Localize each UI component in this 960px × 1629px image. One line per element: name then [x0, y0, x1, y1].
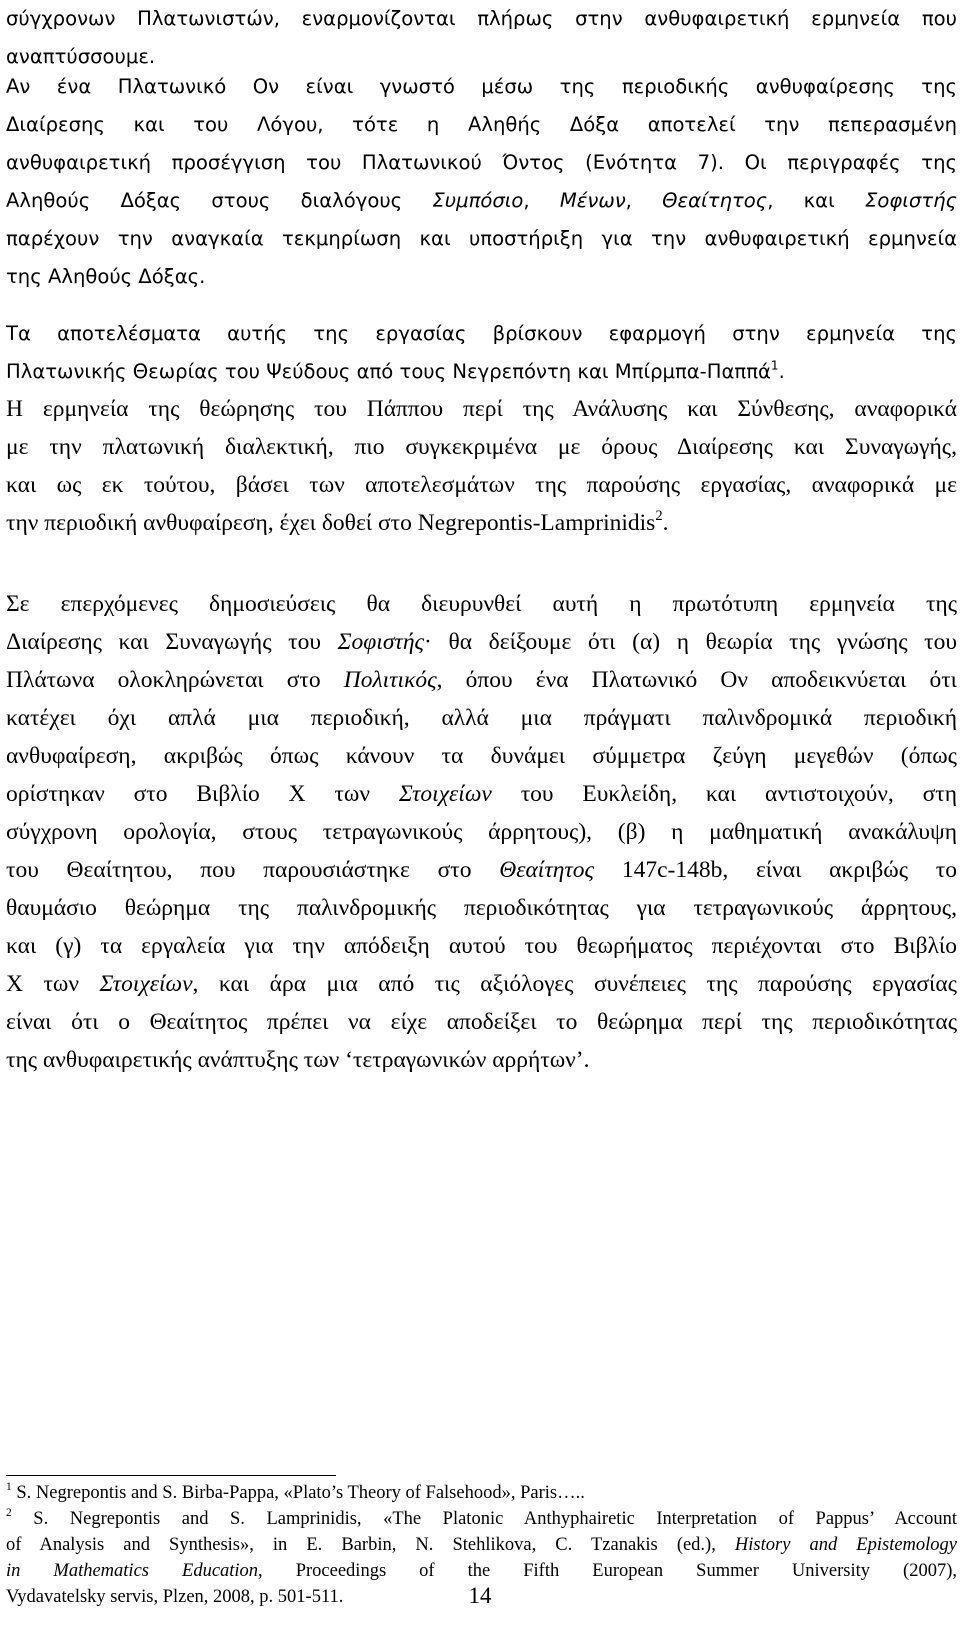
- dialogue-title: Συμπόσιο: [432, 189, 524, 212]
- text-line: αναπτύσσουμε.: [6, 45, 156, 68]
- text-line: κατέχει όχι απλά μια περιοδική, αλλά μια πράγματι παλινδρομικά περιοδική: [6, 705, 957, 731]
- text-line: Σε επερχόμενες δημοσιεύσεις θα διευρυνθεί αυτή η πρωτότυπη ερμηνεία της: [6, 591, 957, 617]
- dialogue-title: Μένων: [559, 189, 626, 212]
- footnote-separator: [6, 1475, 336, 1476]
- text-run: Πλάτωνα ολοκληρώνεται στο: [6, 667, 344, 693]
- text-line: παρέχουν την αναγκαία τεκμηρίωση και υποστήριξη για την ανθυφαιρετική ερμηνεία: [6, 227, 957, 250]
- text-run: , και: [767, 189, 865, 212]
- book-title: in Mathematics Education,: [6, 1561, 263, 1581]
- paragraph-5: [6, 585, 957, 1079]
- dialogue-title: Πολιτικός: [343, 667, 437, 693]
- text-line: ανθυφαιρετική προσέγγιση του Πλατωνικού Όντος (Ενότητα 7). Οι περιγραφές της: [6, 151, 957, 174]
- text-run: , και άρα μια από τις αξιόλογες συνέπειες της παρούσης εργασίας: [192, 971, 957, 997]
- text-line: θαυμάσιο θεώρημα της παλινδρομικής περιοδικότητας για τετραγωνικούς άρρητους,: [6, 895, 957, 921]
- text-line: σύγχρονη ορολογία, στους τετραγωνικούς άρρητους), (β) η μαθηματική ανακάλυψη: [6, 819, 957, 845]
- text-run: .: [662, 510, 669, 536]
- text-line: ανθυφαίρεση, ακριβώς όπως κάνουν τα δυνάμει σύμμετρα ζεύγη μεγεθών (όπως: [6, 743, 957, 769]
- paragraph-3: [6, 315, 957, 391]
- book-title: History and Epistemology: [734, 1535, 958, 1555]
- footnote-2-line: [6, 1506, 957, 1532]
- text-run: την περιοδική ανθυφαίρεση, έχει δοθεί στο Negrepontis-Lamprinidis: [6, 510, 656, 536]
- text-line: [6, 851, 957, 889]
- paragraph-1: [6, 0, 957, 76]
- text-run: του Θεαίτητου, που παρουσιάστηκε στο: [6, 857, 500, 883]
- text-run: ,: [625, 189, 663, 212]
- text-line: Διαίρεσης και του Λόγου, τότε η Αληθής Δόξα αποτελεί την πεπερασμένη: [6, 113, 957, 136]
- footnote-ref: 2: [655, 507, 663, 524]
- text-line: Τα αποτελέσματα αυτής της εργασίας βρίσκουν εφαρμογή στην ερμηνεία της: [6, 322, 957, 345]
- text-line: της Αληθούς Δόξας.: [6, 265, 206, 288]
- footnote-text: of Analysis and Synthesis», in E. Barbin, N. Stehlikova, C. Tzanakis (ed.),: [6, 1535, 735, 1555]
- dialogue-title: Θεαίτητος: [662, 189, 768, 212]
- text-run: 147c-148b, είναι ακριβώς το: [594, 857, 957, 883]
- footnote-mark: 2: [6, 1506, 12, 1519]
- footnote-ref: 1: [770, 358, 779, 373]
- text-run: του Ευκλείδη, και αντιστοιχούν, στη: [491, 781, 957, 807]
- footnote-text: S. Negrepontis and S. Birba-Pappa, «Plato’s Theory of Falsehood», Paris…..: [11, 1483, 585, 1503]
- footnote-2-line: [6, 1558, 957, 1584]
- text-run: Χ των: [6, 971, 100, 997]
- footnote-1: [6, 1480, 957, 1506]
- text-line: και (γ) τα εργαλεία για την απόδειξη αυτού του θεωρήματος περιέχονται στο Βιβλίο: [6, 933, 957, 959]
- text-line: με την πλατωνική διαλεκτική, πιο συγκεκριμένα με όρους Διαίρεσης και Συναγωγής,: [6, 434, 957, 460]
- text-line: [6, 182, 957, 220]
- text-line: [6, 775, 957, 813]
- dialogue-title: Σοφιστής: [864, 189, 957, 212]
- text-line: της ανθυφαιρετικής ανάπτυξης των ‘τετραγωνικών αρρήτων’.: [6, 1047, 590, 1073]
- text-run: Πλατωνικής Θεωρίας του Ψεύδους από τους Νεγρεπόντη και Μπίρμπα-Παππά: [6, 360, 771, 383]
- text-line: σύγχρονων Πλατωνιστών, εναρμονίζονται πλήρως στην ανθυφαιρετική ερμηνεία που: [6, 7, 957, 30]
- text-line: είναι ότι ο Θεαίτητος πρέπει να είχε αποδείξει το θεώρημα περί της περιοδικότητας: [6, 1009, 957, 1035]
- footnote-2-line: [6, 1532, 957, 1558]
- text-line: [6, 504, 957, 542]
- text-run: · θα δείξουμε ότι (α) η θεωρία της γνώσης του: [424, 629, 958, 655]
- footnote-text: Proceedings of the Fifth European Summer University (2007),: [262, 1561, 957, 1581]
- book-title: Στοιχείων: [99, 971, 193, 997]
- text-line: [6, 661, 957, 699]
- page-number: 14: [468, 1583, 492, 1608]
- book-title: Στοιχείων: [398, 781, 492, 807]
- text-run: .: [778, 360, 785, 383]
- text-run: ,: [523, 189, 560, 212]
- text-run: Διαίρεσης και Συναγωγής του: [6, 629, 338, 655]
- text-line: και ως εκ τούτου, βάσει των αποτελεσμάτων της παρούσης εργασίας, αναφορικά με: [6, 472, 957, 498]
- text-run: , όπου ένα Πλατωνικό Ον αποδεικνύεται ότι: [436, 667, 957, 693]
- text-line: Αν ένα Πλατωνικό Ον είναι γνωστό μέσω της περιοδικής ανθυφαίρεσης της: [6, 75, 957, 98]
- text-run: ορίστηκαν στο Βιβλίο Χ των: [6, 781, 399, 807]
- text-line: Η ερμηνεία της θεώρησης του Πάππου περί της Ανάλυσης και Σύνθεσης, αναφορικά: [6, 396, 957, 422]
- dialogue-title: Σοφιστής: [337, 629, 425, 655]
- text-line: [6, 353, 957, 391]
- paragraph-4: [6, 390, 957, 542]
- dialogue-title: Θεαίτητος: [499, 857, 595, 883]
- text-run: Αληθούς Δόξας στους διαλόγους: [6, 189, 433, 212]
- text-line: [6, 965, 957, 1003]
- footnote-text: S. Negrepontis and S. Lamprinidis, «The Platonic Anthyphairetic Interpretation of Pappus’ Account: [11, 1509, 957, 1529]
- footnote-mark: 1: [6, 1480, 12, 1493]
- paragraph-2: [6, 68, 957, 296]
- footnote-text: Vydavatelsky servis, Plzen, 2008, p. 501-511.: [6, 1587, 344, 1607]
- text-line: [6, 623, 957, 661]
